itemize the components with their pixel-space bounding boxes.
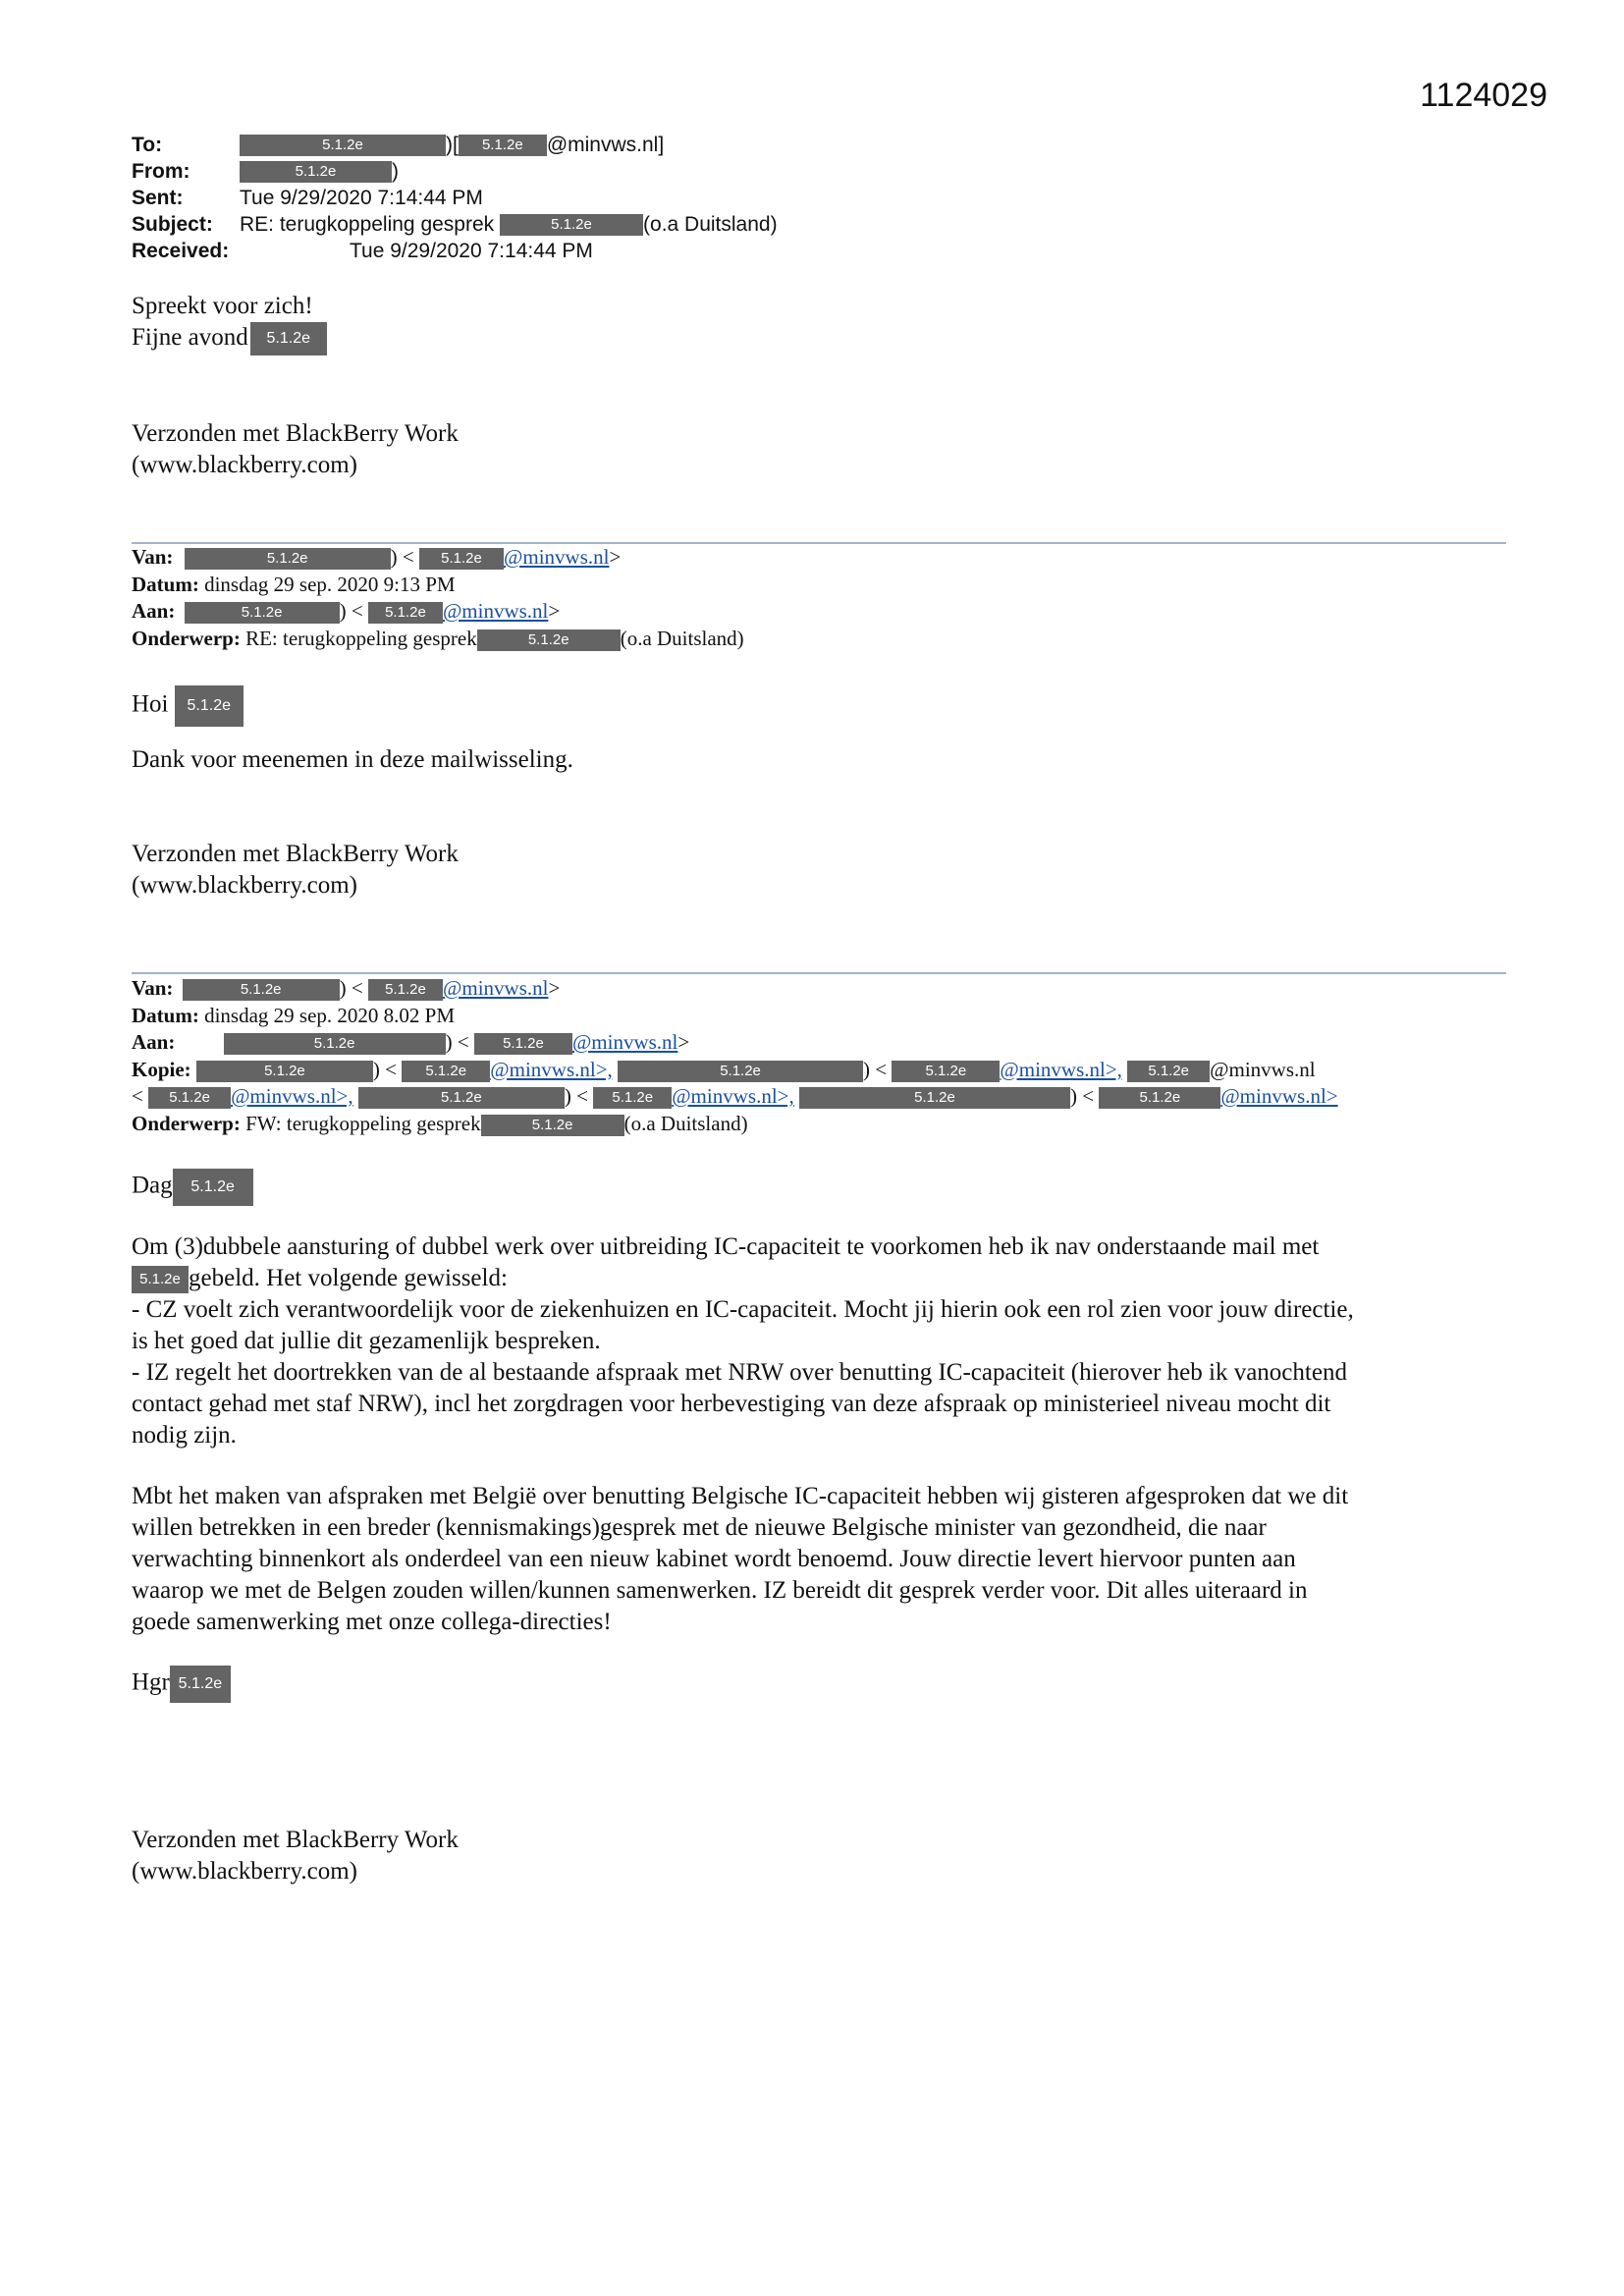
datum-value: dinsdag 29 sep. 2020 9:13 PM	[204, 572, 456, 596]
redaction-box: 5.1.2e	[402, 1061, 490, 1082]
email-link[interactable]: @minvws.nl	[504, 545, 610, 569]
to-domain: @minvws.nl]	[546, 134, 665, 156]
signature-line: Verzonden met BlackBerry Work	[132, 841, 459, 867]
redaction-box: 5.1.2e	[170, 1666, 231, 1703]
body-line: Mbt het maken van afspraken met België over benutting Belgische IC-capaciteit hebben wij gisteren afgesproken dat we dit	[132, 1483, 1349, 1509]
document-id: 1124029	[1420, 77, 1547, 114]
redaction-box: 5.1.2e	[618, 1061, 863, 1082]
message-2-body	[132, 685, 1506, 902]
datum-row	[132, 572, 744, 599]
header-subject	[132, 211, 778, 238]
aan-label: Aan:	[132, 599, 176, 623]
greeting-text: Dag	[132, 1172, 173, 1199]
to-separator: )[	[446, 134, 459, 156]
separator: ) <	[863, 1057, 888, 1081]
message-3-body	[132, 1169, 1506, 1887]
redaction-box: 5.1.2e	[368, 979, 443, 1001]
van-label: Van:	[132, 976, 174, 1000]
body-line: - IZ regelt het doortrekken van de al bestaande afspraak met NRW over benutting IC-capaciteit (hierover heb ik vanochtend	[132, 1359, 1347, 1386]
aan-row	[132, 598, 744, 626]
redaction-box: 5.1.2e	[183, 979, 340, 1001]
kopie-row-continued	[132, 1083, 1338, 1111]
van-row	[132, 975, 1338, 1003]
email-plain: @minvws.nl	[1210, 1057, 1316, 1081]
separator: >	[677, 1030, 690, 1054]
body-line	[132, 1263, 1506, 1294]
body-line: willen betrekken in een breder (kennismakings)gesprek met de nieuwe Belgische minister van gezondheid, die naar	[132, 1514, 1267, 1541]
paragraph-2	[132, 1481, 1506, 1638]
onderwerp-label: Onderwerp:	[132, 1111, 241, 1135]
to-label: To:	[132, 134, 163, 156]
redaction-box: 5.1.2e	[799, 1087, 1070, 1109]
header-sent	[132, 185, 778, 211]
divider	[132, 972, 1506, 974]
body-line: contact gehad met staf NRW), incl het zorgdragen voor herbevestiging van deze afspraak op ministerieel niveau mocht dit	[132, 1391, 1331, 1417]
kopie-row	[132, 1057, 1338, 1084]
redaction-box: 5.1.2e	[1127, 1061, 1210, 1082]
email-link[interactable]: @minvws.nl>,	[1000, 1057, 1122, 1081]
redaction-box: 5.1.2e	[240, 161, 392, 183]
redaction-box: 5.1.2e	[474, 1033, 572, 1055]
email-link[interactable]: @minvws.nl>,	[231, 1084, 353, 1108]
greeting	[132, 685, 1506, 727]
greeting	[132, 1169, 1506, 1206]
redaction-box: 5.1.2e	[132, 1266, 189, 1293]
datum-label: Datum:	[132, 1003, 199, 1027]
signature-line: Verzonden met BlackBerry Work	[132, 1827, 459, 1853]
redaction-box: 5.1.2e	[175, 685, 244, 727]
separator: >	[548, 599, 561, 623]
separator: ) <	[445, 1030, 469, 1054]
redaction-box: 5.1.2e	[368, 602, 443, 624]
aan-row	[132, 1029, 1338, 1057]
separator: ) <	[372, 1057, 398, 1081]
message-2-header	[132, 544, 744, 652]
redaction-box: 5.1.2e	[185, 548, 391, 570]
redaction-box: 5.1.2e	[477, 629, 621, 651]
redaction-box: 5.1.2e	[148, 1087, 231, 1109]
received-label: Received:	[132, 240, 230, 262]
header-received	[132, 238, 778, 264]
redaction-box: 5.1.2e	[196, 1061, 373, 1082]
redaction-box: 5.1.2e	[419, 548, 504, 570]
header-from	[132, 158, 778, 185]
redaction-box: 5.1.2e	[481, 1115, 624, 1136]
body-line: verwachting binnenkort als onderdeel van een nieuw kabinet wordt benoemd. Jouw directie levert hiervoor punten aan	[132, 1546, 1296, 1572]
redaction-box: 5.1.2e	[173, 1169, 253, 1206]
message-1-line	[132, 322, 1506, 355]
body-line: nodig zijn.	[132, 1422, 237, 1449]
signature-line: Verzonden met BlackBerry Work	[132, 420, 459, 448]
redaction-box: 5.1.2e	[240, 135, 446, 156]
onderwerp-tail: (o.a Duitsland)	[620, 626, 744, 650]
message-1-body	[132, 291, 1506, 481]
subject-value: RE: terugkoppeling gesprek	[240, 213, 495, 236]
kopie-label: Kopie:	[132, 1057, 191, 1081]
separator: ) <	[339, 599, 363, 623]
body-text: gebeld. Het volgende gewisseld:	[189, 1265, 508, 1291]
greeting-text: Hoi	[132, 690, 169, 718]
onderwerp-row	[132, 1111, 1338, 1138]
onderwerp-row	[132, 626, 744, 653]
signature-line: (www.blackberry.com)	[132, 452, 357, 479]
separator: >	[548, 976, 561, 1000]
body-line: goede samenwerking met onze collega-directies!	[132, 1609, 612, 1635]
signature-line: (www.blackberry.com)	[132, 1858, 357, 1885]
message-3-header	[132, 975, 1338, 1137]
email-link[interactable]: @minvws.nl	[442, 599, 549, 623]
onderwerp-value: RE: terugkoppeling gesprek	[245, 626, 477, 650]
body-line: - CZ voelt zich verantwoordelijk voor de ziekenhuizen en IC-capaciteit. Mocht jij hierin ook een rol zien voor jouw directie,	[132, 1296, 1354, 1323]
email-header	[132, 132, 778, 264]
separator: ) <	[339, 976, 363, 1000]
body-line: waarop we met de Belgen zouden willen/kunnen samenwerken. IZ bereidt dit gesprek verder voor. Dit alles uiteraard in	[132, 1577, 1308, 1604]
body-line: is het goed dat jullie dit gezamenlijk bespreken.	[132, 1328, 601, 1354]
onderwerp-label: Onderwerp:	[132, 626, 241, 650]
closing-text: Fijne avond	[132, 324, 248, 351]
sent-label: Sent:	[132, 187, 184, 209]
signature-line: (www.blackberry.com)	[132, 872, 357, 899]
onderwerp-value: FW: terugkoppeling gesprek	[245, 1111, 481, 1135]
body-line: Dank voor meenemen in deze mailwisseling.	[132, 746, 573, 773]
separator: ) <	[390, 545, 414, 569]
subject-label: Subject:	[132, 213, 213, 236]
redaction-box: 5.1.2e	[459, 135, 547, 156]
aan-label: Aan:	[132, 1030, 176, 1054]
closing	[132, 1666, 1506, 1703]
van-label: Van:	[132, 545, 174, 569]
from-label: From:	[132, 160, 190, 183]
email-link[interactable]: @minvws.nl>,	[672, 1084, 794, 1108]
redaction-box: 5.1.2e	[250, 322, 327, 355]
body-line: Om (3)dubbele aansturing of dubbel werk over uitbreiding IC-capaciteit te voorkomen heb ik nav onderstaande mail met	[132, 1233, 1320, 1260]
redaction-box: 5.1.2e	[358, 1087, 565, 1109]
separator: >	[609, 545, 622, 569]
datum-label: Datum:	[132, 572, 199, 596]
van-row	[132, 544, 744, 572]
email-link[interactable]: @minvws.nl	[443, 976, 549, 1000]
email-link[interactable]: @minvws.nl	[571, 1030, 678, 1054]
header-to	[132, 132, 778, 158]
datum-row	[132, 1003, 1338, 1030]
redaction-box: 5.1.2e	[224, 1033, 446, 1055]
message-1-line: Spreekt voor zich!	[132, 293, 313, 319]
separator: <	[132, 1084, 143, 1108]
redaction-box: 5.1.2e	[500, 214, 643, 236]
separator: ) <	[564, 1084, 588, 1108]
received-value: Tue 9/29/2020 7:14:44 PM	[350, 240, 593, 262]
redaction-box: 5.1.2e	[1099, 1087, 1220, 1109]
subject-tail: (o.a Duitsland)	[643, 213, 778, 236]
onderwerp-tail: (o.a Duitsland)	[623, 1111, 748, 1135]
redaction-box: 5.1.2e	[892, 1061, 1000, 1082]
from-tail: )	[392, 160, 399, 183]
redaction-box: 5.1.2e	[185, 602, 340, 624]
redaction-box: 5.1.2e	[593, 1087, 672, 1109]
closing-text: Hgr	[132, 1668, 170, 1696]
separator: ) <	[1070, 1084, 1095, 1108]
paragraph-1	[132, 1231, 1506, 1451]
email-link[interactable]: @minvws.nl>	[1220, 1084, 1338, 1108]
datum-value: dinsdag 29 sep. 2020 8.02 PM	[204, 1003, 456, 1027]
email-link[interactable]: @minvws.nl>,	[490, 1057, 613, 1081]
sent-value: Tue 9/29/2020 7:14:44 PM	[240, 187, 483, 209]
